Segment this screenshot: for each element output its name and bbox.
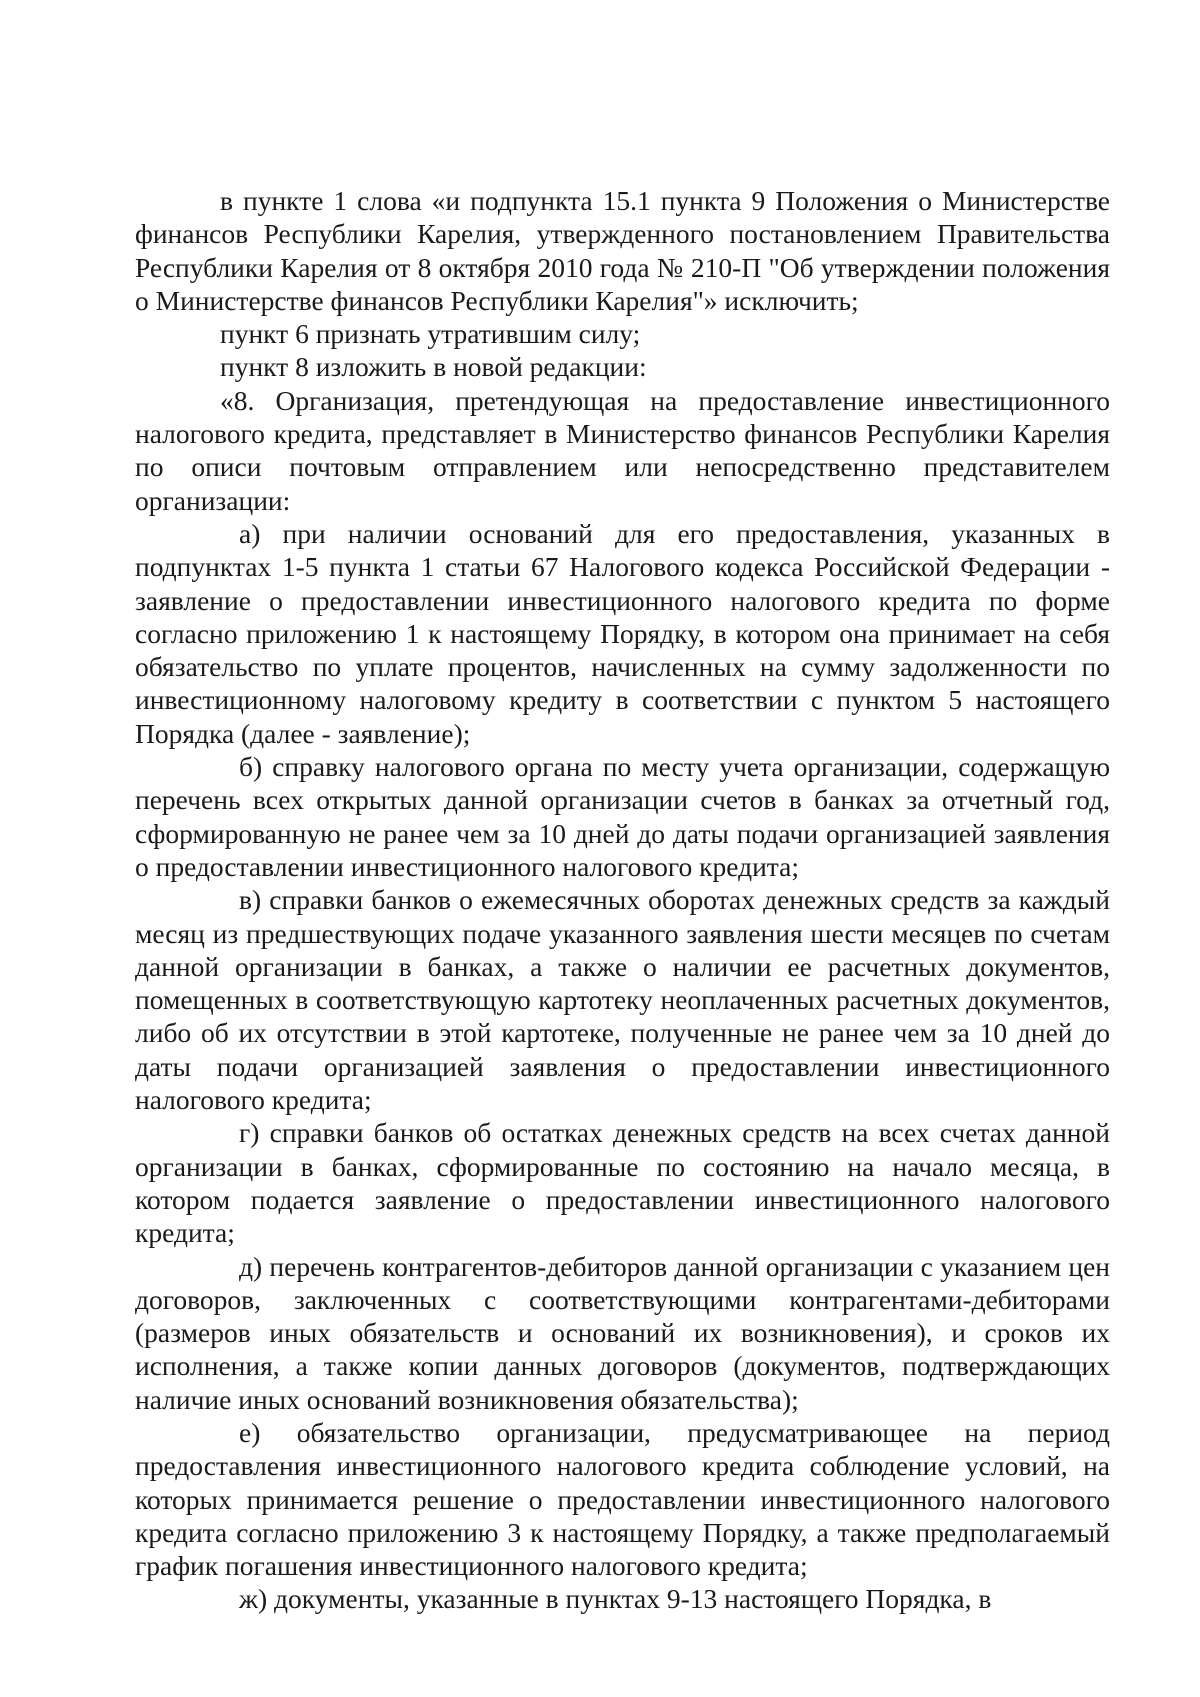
paragraph-e: е) обязательство организации, предусматривающее на период предоставления инвестиционного налогового кредита соблюдение условий, на которых принимается решение о предоставлении инвестиционного налогового кредита согласно приложению 3 к настоящему Порядку, а также предполагаемый график погашения инвестиционного налогового кредита;	[135, 1416, 1110, 1582]
paragraph-d: д) перечень контрагентов-дебиторов данной организации с указанием цен договоров, заключенных с соответствующими контрагентами-дебиторами (размеров иных обязательств и оснований их возникновения), и сроков их исполнения, а также копии данных договоров (документов, подтверждающих наличие иных оснований возникновения обязательства);	[135, 1250, 1110, 1415]
paragraph-g: г) справки банков об остатках денежных средств на всех счетах данной организации в банках, сформированные по состоянию на начало месяца, в котором подается заявление о предоставлении инвестиционного налогового кредита;	[135, 1117, 1110, 1249]
document-body	[135, 184, 1110, 1616]
paragraph-3: пункт 8 изложить в новой редакции:	[220, 351, 647, 383]
paragraph-v: в) справки банков о ежемесячных оборотах денежных средств за каждый месяц из предшествующих подаче указанного заявления шести месяцев по счетам данной организации в банках, а также о наличии ее расчетных документов, помещенных в соответствующую картотеку неоплаченных расчетных документов, либо об их отсутствии в этой картотеке, полученные не ранее чем за 10 дней до даты подачи организацией заявления о предоставлении инвестиционного налогового кредита;	[135, 884, 1110, 1116]
paragraph-1: в пункте 1 слова «и подпункта 15.1 пункта 9 Положения о Министерстве финансов Республики Карелия, утвержденного постановлением Правительства Республики Карелия от 8 октября 2010 года № 210-П "Об утверждении положения о Министерстве финансов Республики Карелия"» исключить;	[135, 185, 1110, 316]
paragraph-4: «8. Организация, претендующая на предоставление инвестиционного налогового кредита, представляет в Министерство финансов Республики Карелия по описи почтовым отправлением или непосредственно представителем организации:	[135, 384, 1110, 516]
paragraph-zh: ж) документы, указанные в пунктах 9-13 настоящего Порядка, в	[239, 1583, 992, 1615]
paragraph-b: б) справку налогового органа по месту учета организации, содержащую перечень всех открытых данной организации счетов в банках за отчетный год, сформированную не ранее чем за 10 дней до даты подачи организацией заявления о предоставлении инвестиционного налогового кредита;	[135, 751, 1110, 882]
paragraph-2: пункт 6 признать утратившим силу;	[220, 318, 641, 350]
paragraph-a: а) при наличии оснований для его предоставления, указанных в подпунктах 1-5 пункта 1 статьи 67 Налогового кодекса Российской Федерации - заявление о предоставлении инвестиционного налогового кредита по форме согласно приложению 1 к настоящему Порядку, в котором она принимает на себя обязательство по уплате процентов, начисленных на сумму задолженности по инвестиционному налоговому кредиту в соответствии с пунктом 5 настоящего Порядка (далее - заявление);	[135, 517, 1110, 749]
